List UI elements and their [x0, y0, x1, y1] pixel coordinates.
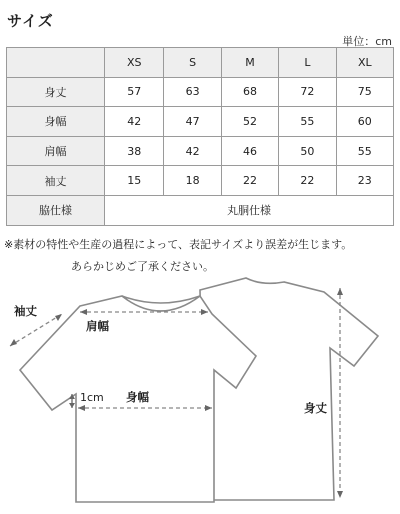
table-cell: 23	[336, 166, 393, 196]
size-table	[6, 47, 394, 226]
col-header-xs: XS	[105, 48, 164, 78]
offset-label: 1cm	[80, 391, 104, 404]
row-label-shoulder: 肩幅	[7, 136, 105, 166]
table-row	[7, 107, 394, 137]
table-row	[7, 166, 394, 196]
table-cell: 15	[105, 166, 164, 196]
table-cell: 46	[221, 136, 278, 166]
unit-label: 単位：cm	[342, 35, 392, 48]
table-row	[7, 77, 394, 107]
table-cell: 38	[105, 136, 164, 166]
tshirt-diagram	[0, 270, 400, 514]
chest-label: 身幅	[126, 390, 149, 404]
notice-line-2: あらかじめご了承ください。	[71, 260, 214, 273]
table-cell: 42	[164, 136, 221, 166]
table-cell: 22	[221, 166, 278, 196]
row-label-sleeve: 袖丈	[7, 166, 105, 196]
row-label-length: 身丈	[7, 77, 105, 107]
page-title: サイズ	[7, 12, 54, 30]
side-seam-value: 丸胴仕様	[105, 195, 394, 225]
table-header-row	[7, 48, 394, 78]
notice-line-1: ※素材の特性や生産の過程によって、表記サイズより誤差が生じます。	[4, 238, 353, 251]
table-cell: 42	[105, 107, 164, 137]
table-cell: 60	[336, 107, 393, 137]
table-cell: 57	[105, 77, 164, 107]
length-label: 身丈	[304, 401, 327, 415]
col-header-l: L	[279, 48, 336, 78]
shoulder-label: 肩幅	[86, 319, 109, 333]
table-cell: 18	[164, 166, 221, 196]
col-header-xl: XL	[336, 48, 393, 78]
table-cell: 72	[279, 77, 336, 107]
row-label-width: 身幅	[7, 107, 105, 137]
table-cell: 55	[336, 136, 393, 166]
sleeve-label: 袖丈	[14, 304, 37, 318]
table-cell: 22	[279, 166, 336, 196]
col-header-m: M	[221, 48, 278, 78]
table-cell: 47	[164, 107, 221, 137]
table-row	[7, 136, 394, 166]
tshirt-back-outline	[200, 278, 378, 500]
table-cell: 55	[279, 107, 336, 137]
row-label-side-seam: 脇仕様	[7, 195, 105, 225]
table-cell: 52	[221, 107, 278, 137]
table-row	[7, 195, 394, 225]
table-cell: 63	[164, 77, 221, 107]
table-cell: 68	[221, 77, 278, 107]
table-cell: 50	[279, 136, 336, 166]
table-cell: 75	[336, 77, 393, 107]
col-header-s: S	[164, 48, 221, 78]
corner-cell	[7, 48, 105, 78]
